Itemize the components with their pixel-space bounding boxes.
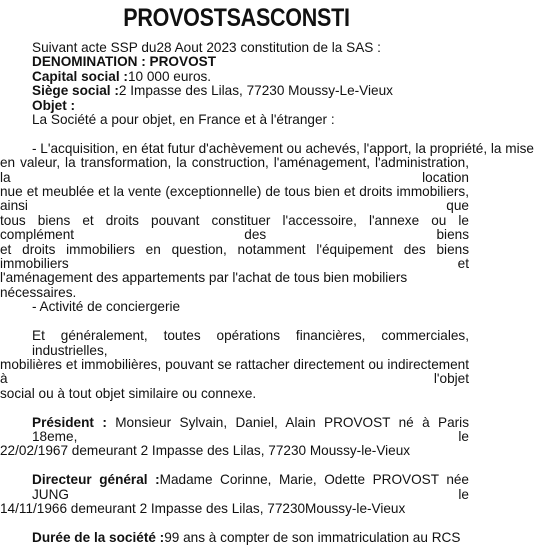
objet-paragraph-2-cont: [0, 358, 469, 401]
duree-line: [32, 531, 469, 545]
duree-value: 99 ans à compter de son immatriculation au RCS: [164, 529, 461, 545]
intro-text: Suivant acte SSP du28 Aout 2023 constitution de la SAS :: [32, 40, 381, 55]
president-line-1: [32, 416, 469, 445]
duree-label: Durée de la société :: [32, 529, 165, 545]
denomination-line: DENOMINATION : PROVOST: [32, 54, 217, 70]
objet-p2-line: mobilières et immobilières, pouvant se rattacher directement ou indirectement à l'objet: [0, 356, 469, 387]
objet-paragraph-1-cont: [0, 156, 469, 300]
objet-p2-line: social ou à tout objet similaire ou connexe.: [0, 385, 257, 401]
directeur-label: Directeur général :: [32, 472, 160, 488]
spacer: [32, 401, 469, 415]
objet-p1-line: l'aménagement des appartements par l'achat de tous bien mobiliers nécessaires.: [0, 270, 408, 300]
president-text: Monsieur Sylvain, Daniel, Alain PROVOST né à Paris 18eme, le: [32, 414, 469, 444]
spacer: [32, 315, 469, 329]
objet-p2-line: Et généralement, toutes opérations financières, commerciales, industrielles,: [32, 328, 469, 358]
directeur-line-2: 14/11/1966 demeurant 2 Impasse des Lilas, 77230Moussy-le-Vieux: [0, 500, 406, 516]
capital-label: Capital social :: [32, 68, 128, 84]
notice-title: PROVOSTSASCONSTI: [123, 4, 350, 32]
spacer: [32, 459, 469, 473]
objet-intro: La Société a pour objet, en France et à l'étranger :: [32, 112, 335, 128]
spacer: [32, 127, 469, 141]
objet-p1-line: - L'acquisition, en état futur d'achèvement ou achevés, l'apport, la propriété, la mise: [32, 140, 534, 156]
siege-line: [32, 84, 469, 98]
objet-p1-line: tous biens et droits pouvant constituer l'accessoire, l'annexe ou le complément des biens: [0, 212, 469, 243]
objet-p1-line: nue et meublée et la vente (exceptionnelle) de tous bien et droits immobiliers, ainsi que: [0, 184, 469, 214]
directeur-text: Madame Corinne, Marie, Odette PROVOST née JUNG le: [32, 472, 469, 502]
objet-activity: - Activité de conciergerie: [32, 299, 181, 315]
objet-p1-line: en valeur, la transformation, la construction, l'aménagement, l'administration, la location: [0, 155, 469, 185]
spacer: [32, 516, 469, 530]
siege-value: 2 Impasse des Lilas, 77230 Moussy-Le-Vieux: [118, 83, 393, 99]
notice-body: [0, 40, 534, 545]
directeur-line-1: [32, 473, 469, 502]
objet-paragraph-1: [32, 140, 534, 156]
capital-line: [32, 70, 469, 84]
siege-label: Siège social :: [32, 83, 119, 99]
capital-value: 10 000 euros.: [127, 68, 212, 84]
president-label: Président :: [32, 414, 107, 430]
president-line-2: 22/02/1967 demeurant 2 Impasse des Lilas, 77230 Moussy-le-Vieux: [0, 443, 411, 459]
objet-label: Objet :: [32, 97, 76, 113]
objet-p1-line: et droits immobiliers en question, notamment l'équipement des biens immobiliers et: [0, 241, 469, 272]
